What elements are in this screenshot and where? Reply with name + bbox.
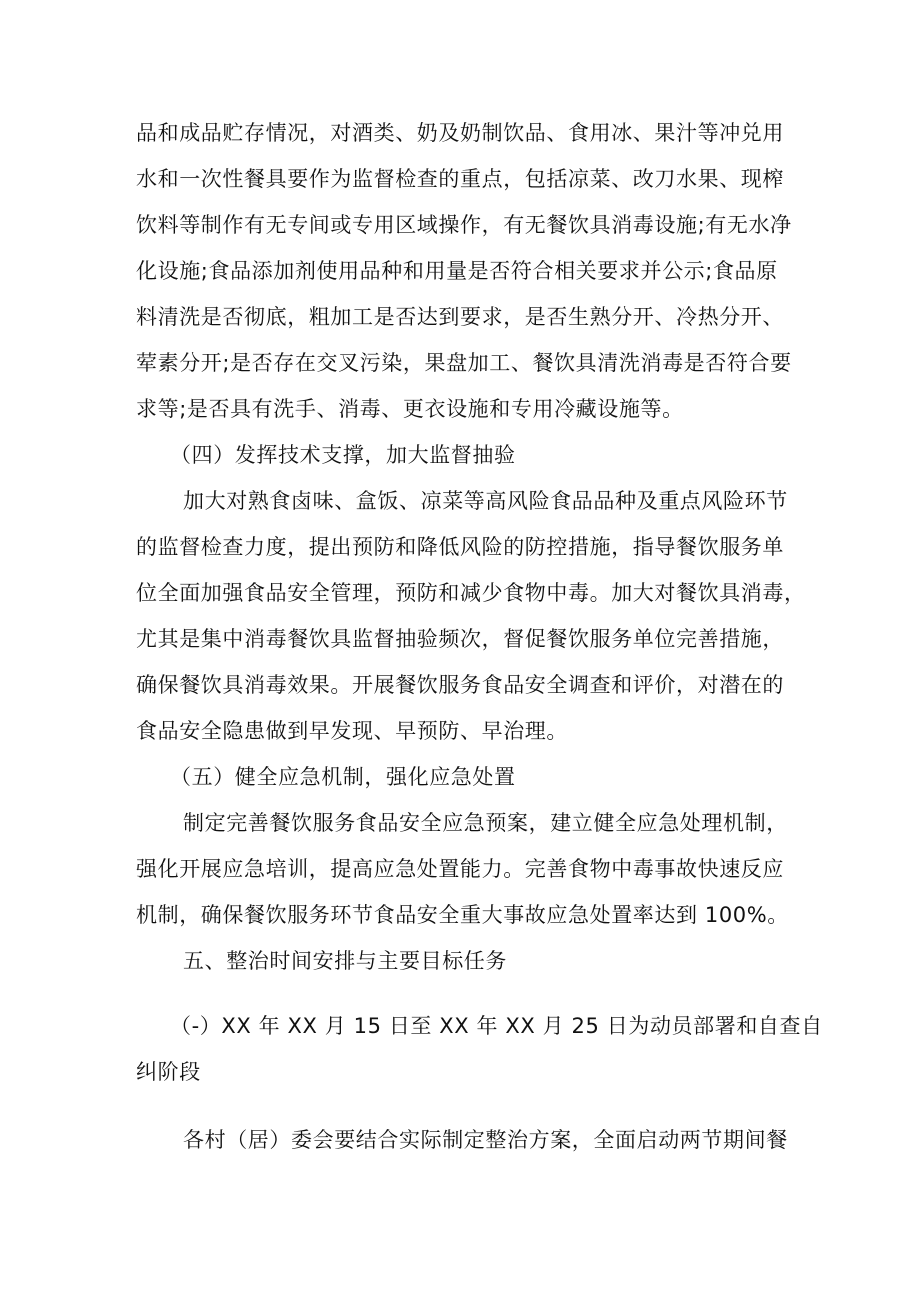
body-line: 食品安全隐患做到早发现、早预防、早治理。 bbox=[136, 719, 568, 743]
paragraph-first-line: 加大对熟食卤味、盒饭、凉菜等高风险食品品种及重点风险环节 bbox=[183, 489, 788, 513]
body-line: 机制，确保餐饮服务环节食品安全重大事故应急处置率达到 100%。 bbox=[136, 903, 789, 927]
section-heading: （四）发挥技术支撑，加大监督抽验 bbox=[170, 443, 516, 467]
body-line: 位全面加强食品安全管理，预防和减少食物中毒。加大对餐饮具消毒， bbox=[136, 581, 806, 605]
body-line: 求等;是否具有洗手、消毒、更衣设施和专用冷藏设施等。 bbox=[136, 397, 684, 421]
body-line: 品和成品贮存情况，对酒类、奶及奶制饮品、食用冰、果汁等冲兑用 bbox=[136, 121, 784, 145]
body-line: 化设施;食品添加剂使用品种和用量是否符合相关要求并公示;食品原 bbox=[136, 259, 778, 283]
subsection-heading-continued: 纠阶段 bbox=[136, 1060, 201, 1084]
paragraph-first-line: 各村（居）委会要结合实际制定整治方案，全面启动两节期间餐 bbox=[183, 1128, 788, 1152]
body-line: 饮料等制作有无专间或专用区域操作，有无餐饮具消毒设施;有无水净 bbox=[136, 213, 792, 237]
section-heading: 五、整治时间安排与主要目标任务 bbox=[183, 949, 507, 973]
body-line: 荤素分开;是否存在交叉污染，果盘加工、餐饮具清洗消毒是否符合要 bbox=[136, 351, 792, 375]
body-line: 水和一次性餐具要作为监督检查的重点，包括凉菜、改刀水果、现榨 bbox=[136, 167, 784, 191]
body-line: 尤其是集中消毒餐饮具监督抽验频次，督促餐饮服务单位完善措施， bbox=[136, 627, 784, 651]
section-heading: （五）健全应急机制，强化应急处置 bbox=[170, 765, 516, 789]
body-line: 强化开展应急培训，提高应急处置能力。完善食物中毒事故快速反应 bbox=[136, 857, 784, 881]
body-line: 的监督检查力度，提出预防和降低风险的防控措施，指导餐饮服务单 bbox=[136, 535, 784, 559]
subsection-heading: （-）XX 年 XX 月 15 日至 XX 年 XX 月 25 日为动员部署和自查自 bbox=[170, 1014, 823, 1038]
paragraph-first-line: 制定完善餐饮服务食品安全应急预案，建立健全应急处理机制， bbox=[183, 811, 788, 835]
body-line: 料清洗是否彻底，粗加工是否达到要求，是否生熟分开、冷热分开、 bbox=[136, 305, 784, 329]
body-line: 确保餐饮具消毒效果。开展餐饮服务食品安全调查和评价，对潜在的 bbox=[136, 673, 784, 697]
